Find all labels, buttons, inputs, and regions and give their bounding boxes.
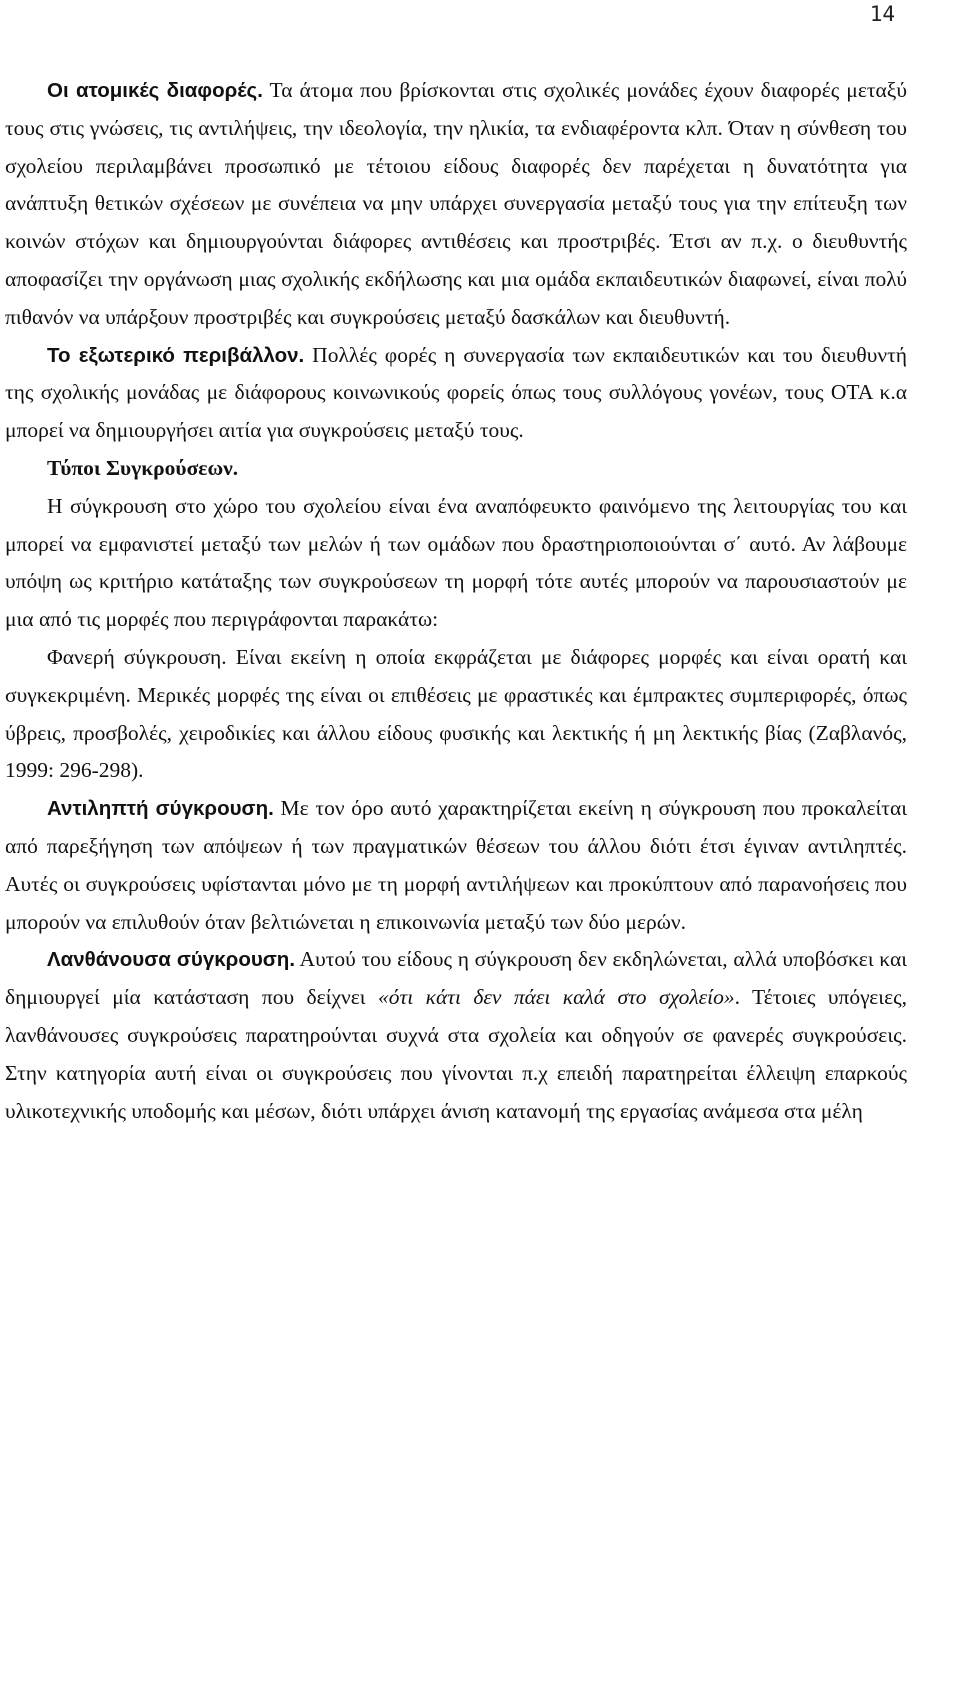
page-number: 14 bbox=[869, 2, 895, 26]
text-latent-conflict-after: . Τέτοιες υπόγειες, λανθάνουσες συγκρούσεις παρατηρούνται συχνά στα σχολεία και οδηγούν σε φανερές συγκρούσεις. Στην κατηγορία αυτή είναι οι συγκρούσεις που γίνονται π.χ επειδή παρατηρείται έλλειψη επαρκούς υλικοτεχνικής υποδομής και μέσων, διότι υπάρχει άνιση κατανομή της εργασίας ανάμεσα στα μέλη bbox=[5, 985, 908, 1123]
text-overt-conflict: Είναι εκείνη η οποία εκφράζεται με διάφορες μορφές και είναι ορατή και συγκεκριμένη. Μερικές μορφές της είναι οι επιθέσεις με φραστικές και έμπρακτες συμπεριφορές, όπως ύβρεις, προσβολές, χειροδικίες και άλλου είδους φυσικής και λεκτικής ή μη λεκτικής βίας (Ζαβλανός, 1999: 296-298). bbox=[5, 644, 907, 783]
text-individual-differences: Τα άτομα που βρίσκονται στις σχολικές μονάδες έχουν διαφορές μεταξύ τους στις γνώσεις, τις αντιλήψεις, την ιδεολογία, την ηλικία, τα ενδιαφέροντα κλπ. Όταν η σύνθεση του σχολείου περιλαμβάνει προσωπικό με τέτοιου είδους διαφορές δεν παρέχεται η δυνατότητα για ανάπτυξη θετικών σχέσεων με συνέπεια να μην υπάρχει συνεργασία μεταξύ τους για την επίτευξη των κοινών στόχων και δημιουργούνται διάφορες αντιθέσεις και προστριβές. Έτσι αν π.χ. ο διευθυντής αποφασίζει την οργάνωση μιας σχολικής εκδήλωσης και μια ομάδα εκπαιδευτικών διαφωνεί, είναι πολύ πιθανόν να υπάρξουν προστριβές και συγκρούσεις μεταξύ δασκάλων και διευθυντή. bbox=[5, 78, 907, 329]
paragraph-overt-conflict bbox=[5, 639, 907, 790]
paragraph-individual-differences bbox=[5, 72, 907, 337]
heading-latent-conflict: Λανθάνουσα σύγκρουση. bbox=[47, 948, 296, 972]
paragraph-latent-conflict bbox=[5, 941, 907, 1130]
heading-perceived-conflict: Αντιληπτή σύγκρουση. bbox=[47, 797, 274, 821]
text-external-environment: Πολλές φορές η συνεργασία των εκπαιδευτικών και του διευθυντή της σχολικής μονάδας με διάφορους κοινωνικούς φορείς όπως τους συλλόγους γονέων, τους ΟΤΑ κ.α μπορεί να δημιουργήσει αιτία για συγκρούσεις μεταξύ τους. bbox=[5, 342, 907, 443]
text-perceived-conflict: Με τον όρο αυτό χαρακτηρίζεται εκείνη η σύγκρουση που προκαλείται από παρεξήγηση των απόψεων ή των πραγματικών θέσεων του άλλου διότι έτσι έγιναν αντιληπτές. Αυτές οι συγκρούσεις υφίστανται μόνο με τη μορφή αντιλήψεων και προκύπτουν από παρανοήσεις που μπορούν να επιλυθούν όταν βελτιώνεται η επικοινωνία μεταξύ των δύο μερών. bbox=[5, 796, 907, 934]
quote-latent-conflict: «ότι κάτι δεν πάει καλά στο σχολείο» bbox=[378, 985, 735, 1010]
paragraph-perceived-conflict bbox=[5, 790, 907, 941]
document-body bbox=[5, 72, 907, 1130]
paragraph-external-environment bbox=[5, 337, 907, 450]
heading-conflict-types: Τύποι Συγκρούσεων. bbox=[47, 455, 239, 480]
heading-external-environment: Το εξωτερικό περιβάλλον. bbox=[47, 343, 305, 367]
paragraph-conflict-types-heading bbox=[5, 450, 907, 488]
heading-overt-conflict: Φανερή σύγκρουση. bbox=[47, 644, 227, 669]
text-latent-conflict-before: Αυτού του είδους η σύγκρουση δεν εκδηλώνεται, αλλά υποβόσκει και δημιουργεί μία κατάσταση που δείχνει bbox=[5, 947, 907, 1010]
paragraph-conflict-types-intro: Η σύγκρουση στο χώρο του σχολείου είναι ένα αναπόφευκτο φαινόμενο της λειτουργίας του και μπορεί να εμφανιστεί μεταξύ των μελών ή των ομάδων που δραστηριοποιούνται σ΄ αυτό. Αν λάβουμε υπόψη ως κριτήριο κατάταξης των συγκρούσεων τη μορφή τότε αυτές μπορούν να παρουσιαστούν με μια από τις μορφές που περιγράφονται παρακάτω: bbox=[5, 493, 907, 632]
heading-individual-differences: Οι ατομικές διαφορές. bbox=[47, 79, 263, 102]
